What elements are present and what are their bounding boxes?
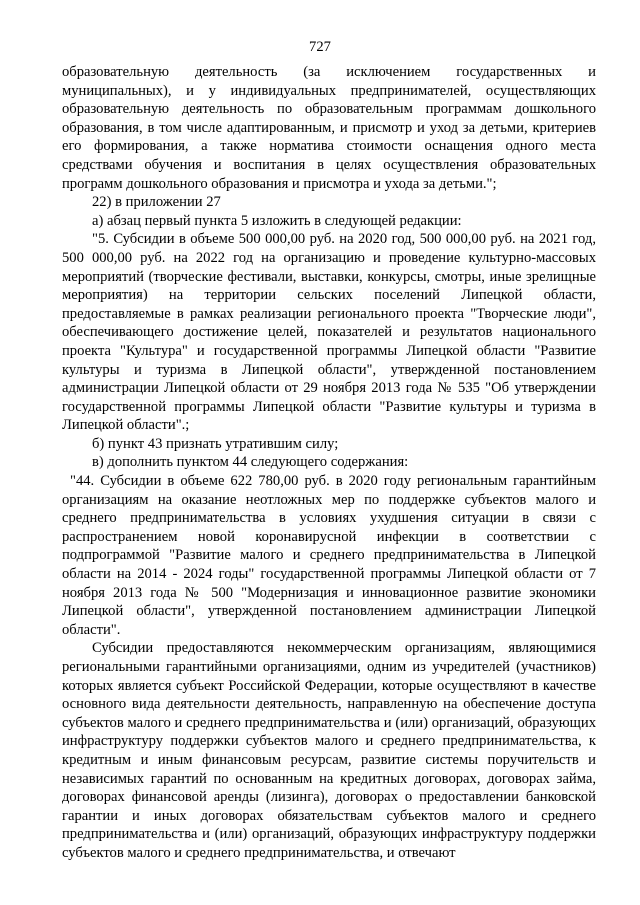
paragraph-subitem-b: б) пункт 43 признать утратившим силу; (92, 435, 339, 452)
document-body (62, 63, 596, 863)
paragraph-item-22: 22) в приложении 27 (92, 194, 221, 211)
page-number: 727 (309, 39, 331, 55)
paragraph-subitem-a: а) абзац первый пункта 5 изложить в следующей редакции: (92, 212, 462, 229)
paragraph-subitem-v: в) дополнить пунктом 44 следующего содержания: (92, 454, 409, 471)
paragraph-quote-point-44: "44. Субсидии в объеме 622 780,00 руб. в 2020 году региональным гарантийным организациям на оказание неотложных мер по поддержке субъектов малого и среднего предпринимательства в условиях ухудшения ситуации в связи с распространением новой коронавирусной инфекции в соответствии с подпрограммой "Развитие малого и среднего предпринимательства в Липецкой области на 2014 - 2024 годы" государственной программы Липецкой области от 7 ноября 2013 года № 500 "Модернизация и инновационное развитие экономики Липецкой области", утвержденной постановлением администрации Липецкой области". (62, 473, 596, 638)
paragraph-continuation: образовательную деятельность (за исключением государственных и муниципальных), и у индивидуальных предпринимателей, осуществляющих образовательную деятельность по образовательным программам дошкольного образования, в том числе адаптированным, и присмотр и уход за детьми, критериев его формирования, а также норматива стоимости оснащения одного места средствами обучения и воспитания в целях осуществления образовательных программ дошкольного образования и присмотра и ухода за детьми."; (62, 64, 596, 192)
paragraph-quote-point-5: "5. Субсидии в объеме 500 000,00 руб. на 2020 год, 500 000,00 руб. на 2021 год, 500 000,00 руб. на 2022 год на организацию и проведение культурно-массовых мероприятий (творческие фестивали, выставки, конкурсы, смотры, иные зрелищные мероприятия) на территории сельских поселений Липецкой области, предоставляемые в рамках реализации регионального проекта "Творческие люди", обеспечивающего достижение целей, показателей и результатов национального проекта "Культура" и государственной программы Липецкой области "Развитие культуры и туризма в Липецкой области", утвержденной постановлением администрации Липецкой области от 29 ноября 2013 года № 535 "Об утверждении государственной программы Липецкой области "Развитие культуры и туризма в Липецкой области".; (62, 231, 596, 434)
paragraph-subsidies-recipients: Субсидии предоставляются некоммерческим организациям, являющимися региональными гарантийными организациями, одним из учредителей (участников) которых является субъект Российской Федерации, которые осуществляют в качестве основного вида деятельности деятельность, направленную на обеспечение доступа субъектов малого и среднего предпринимательства и (или) организаций, образующих инфраструктуру поддержки субъектов малого и среднего предпринимательства, к кредитным и иным финансовым ресурсам, развитие системы поручительств и независимых гарантий по основанным на кредитных договорах, договорах займа, договорах финансовой аренды (лизинга), договорах о предоставлении банковской гарантии и иных договорах обязательствам субъектов малого и среднего предпринимательства и (или) организаций, образующих инфраструктуру поддержки субъектов малого и среднего предпринимательства, и отвечают (62, 640, 596, 861)
